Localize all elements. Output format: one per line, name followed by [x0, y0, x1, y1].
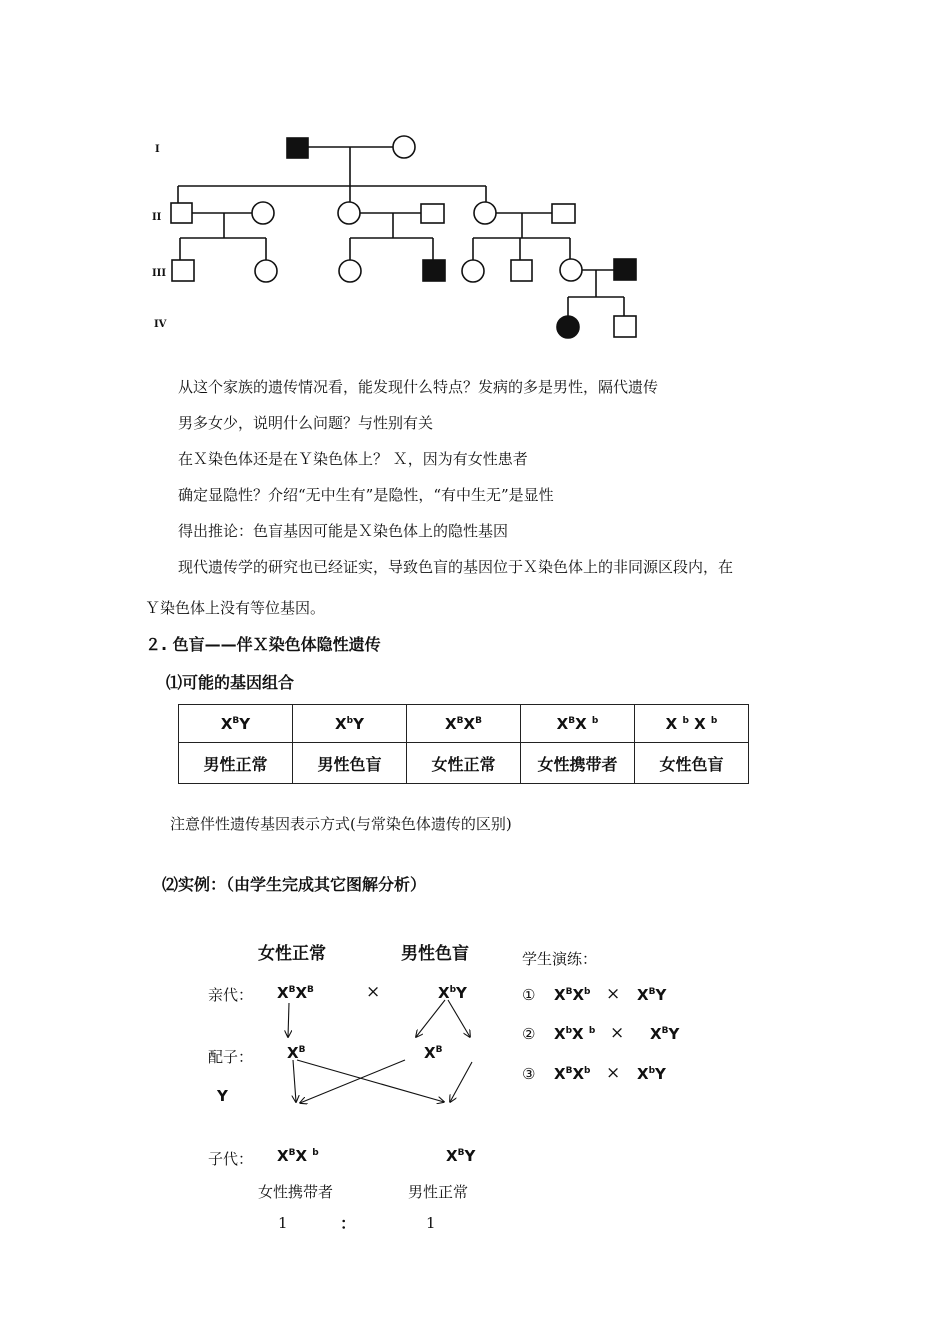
father-gamete-x: $X^B$ [424, 1044, 443, 1062]
notation-note: 注意伴性遗传基因表示方式(与常染色体遗传的区别) [170, 815, 512, 833]
practice-1-mother: $X^BX^b$ [554, 986, 591, 1004]
paragraph-3: 在Ｘ染色体还是在Ｙ染色体上？ Ｘ，因为有女性患者 [178, 450, 528, 468]
paragraph-4: 确定显隐性？介绍“无中生有”是隐性，“有中生无”是显性 [178, 486, 554, 504]
father-gamete-y: Y [217, 1087, 228, 1105]
generation-label-2: II [152, 212, 162, 223]
section-2-title: ２. 色盲——伴Ｘ染色体隐性遗传 [145, 635, 381, 654]
cross-symbol: × [366, 982, 381, 1002]
offspring-female-genotype: $X^BX$ $^b$ [277, 1147, 319, 1165]
pedigree-male [172, 260, 194, 281]
subsection-2-title: ⑵实例：（由学生完成其它图解分析） [162, 875, 427, 894]
pedigree-affected-male [614, 259, 636, 280]
cross-arrows [200, 975, 490, 1115]
practice-2-father: $X^BY$ [650, 1025, 680, 1043]
pedigree-female [474, 202, 496, 224]
pedigree-female [393, 136, 415, 158]
genotype-cell: $X^BY$ [179, 705, 293, 743]
pedigree-male [171, 203, 192, 223]
genotype-cell: $X^bY$ [293, 705, 407, 743]
practice-3-cross: × [606, 1063, 621, 1083]
ratio-left: 1 [278, 1214, 288, 1232]
female-normal-label: 女性正常 [258, 944, 326, 964]
father-genotype: $X^bY$ [438, 984, 467, 1002]
practice-title: 学生演练： [522, 950, 598, 968]
offspring-male-genotype: $X^BY$ [446, 1147, 476, 1165]
practice-number-3: ③ [522, 1065, 536, 1083]
practice-3-mother: $X^BX^b$ [554, 1065, 591, 1083]
gamete-label: 配子： [208, 1048, 254, 1066]
phenotype-cell: 男性正常 [179, 743, 293, 784]
practice-2-mother: $X^bX$ $^b$ [554, 1025, 596, 1043]
mother-gamete: $X^B$ [287, 1044, 306, 1062]
practice-3-father: $X^bY$ [637, 1065, 666, 1083]
phenotype-cell: 男性色盲 [293, 743, 407, 784]
generation-label-1: I [155, 144, 160, 155]
pedigree-male [552, 204, 575, 223]
pedigree-male [511, 260, 532, 281]
pedigree-female [560, 259, 582, 281]
genotype-cell: $X^BX$ $^b$ [521, 705, 635, 743]
pedigree-affected-male [287, 138, 308, 158]
offspring-label: 子代： [208, 1150, 254, 1168]
parent-label: 亲代： [208, 986, 254, 1004]
phenotype-cell: 女性携带者 [521, 743, 635, 784]
pedigree-female [255, 260, 277, 282]
pedigree-female [252, 202, 274, 224]
paragraph-2: 男多女少，说明什么问题？与性别有关 [178, 414, 434, 432]
paragraph-6b: Ｙ染色体上没有等位基因。 [145, 599, 326, 617]
practice-number-2: ② [522, 1025, 536, 1043]
genotype-cell: $X^BX^B$ [407, 705, 521, 743]
genotype-cell: X $^b$ X $^b$ [635, 705, 749, 743]
practice-1-cross: × [606, 984, 621, 1004]
practice-1-father: $X^BY$ [637, 986, 667, 1004]
pedigree-affected-male [423, 260, 445, 281]
offspring-male-phenotype: 男性正常 [408, 1183, 469, 1201]
subsection-1-title: ⑴可能的基因组合 [166, 673, 295, 692]
paragraph-6a: 现代遗传学的研究也已经证实，导致色盲的基因位于Ｘ染色体上的非同源区段内，在 [178, 558, 734, 576]
ratio-colon: ： [340, 1214, 357, 1233]
ratio-right: 1 [426, 1214, 436, 1232]
mother-genotype: $X^BX^B$ [277, 984, 314, 1002]
practice-number-1: ① [522, 986, 536, 1004]
paragraph-5: 得出推论：色盲基因可能是Ｘ染色体上的隐性基因 [178, 522, 509, 540]
pedigree-male [421, 204, 444, 223]
paragraph-1: 从这个家族的遗传情况看，能发现什么特点？发病的多是男性，隔代遗传 [178, 378, 659, 396]
pedigree-female [338, 202, 360, 224]
generation-label-4: IV [154, 319, 167, 330]
pedigree-chart [140, 120, 660, 350]
phenotype-cell: 女性正常 [407, 743, 521, 784]
practice-2-cross: × [610, 1023, 625, 1043]
genotype-table [178, 704, 749, 784]
pedigree-female [462, 260, 484, 282]
pedigree-female [339, 260, 361, 282]
male-colorblind-label: 男性色盲 [401, 944, 469, 964]
pedigree-male [614, 316, 636, 337]
generation-label-3: III [152, 268, 167, 279]
pedigree-affected-female [557, 316, 579, 338]
phenotype-cell: 女性色盲 [635, 743, 749, 784]
offspring-female-phenotype: 女性携带者 [258, 1183, 334, 1201]
